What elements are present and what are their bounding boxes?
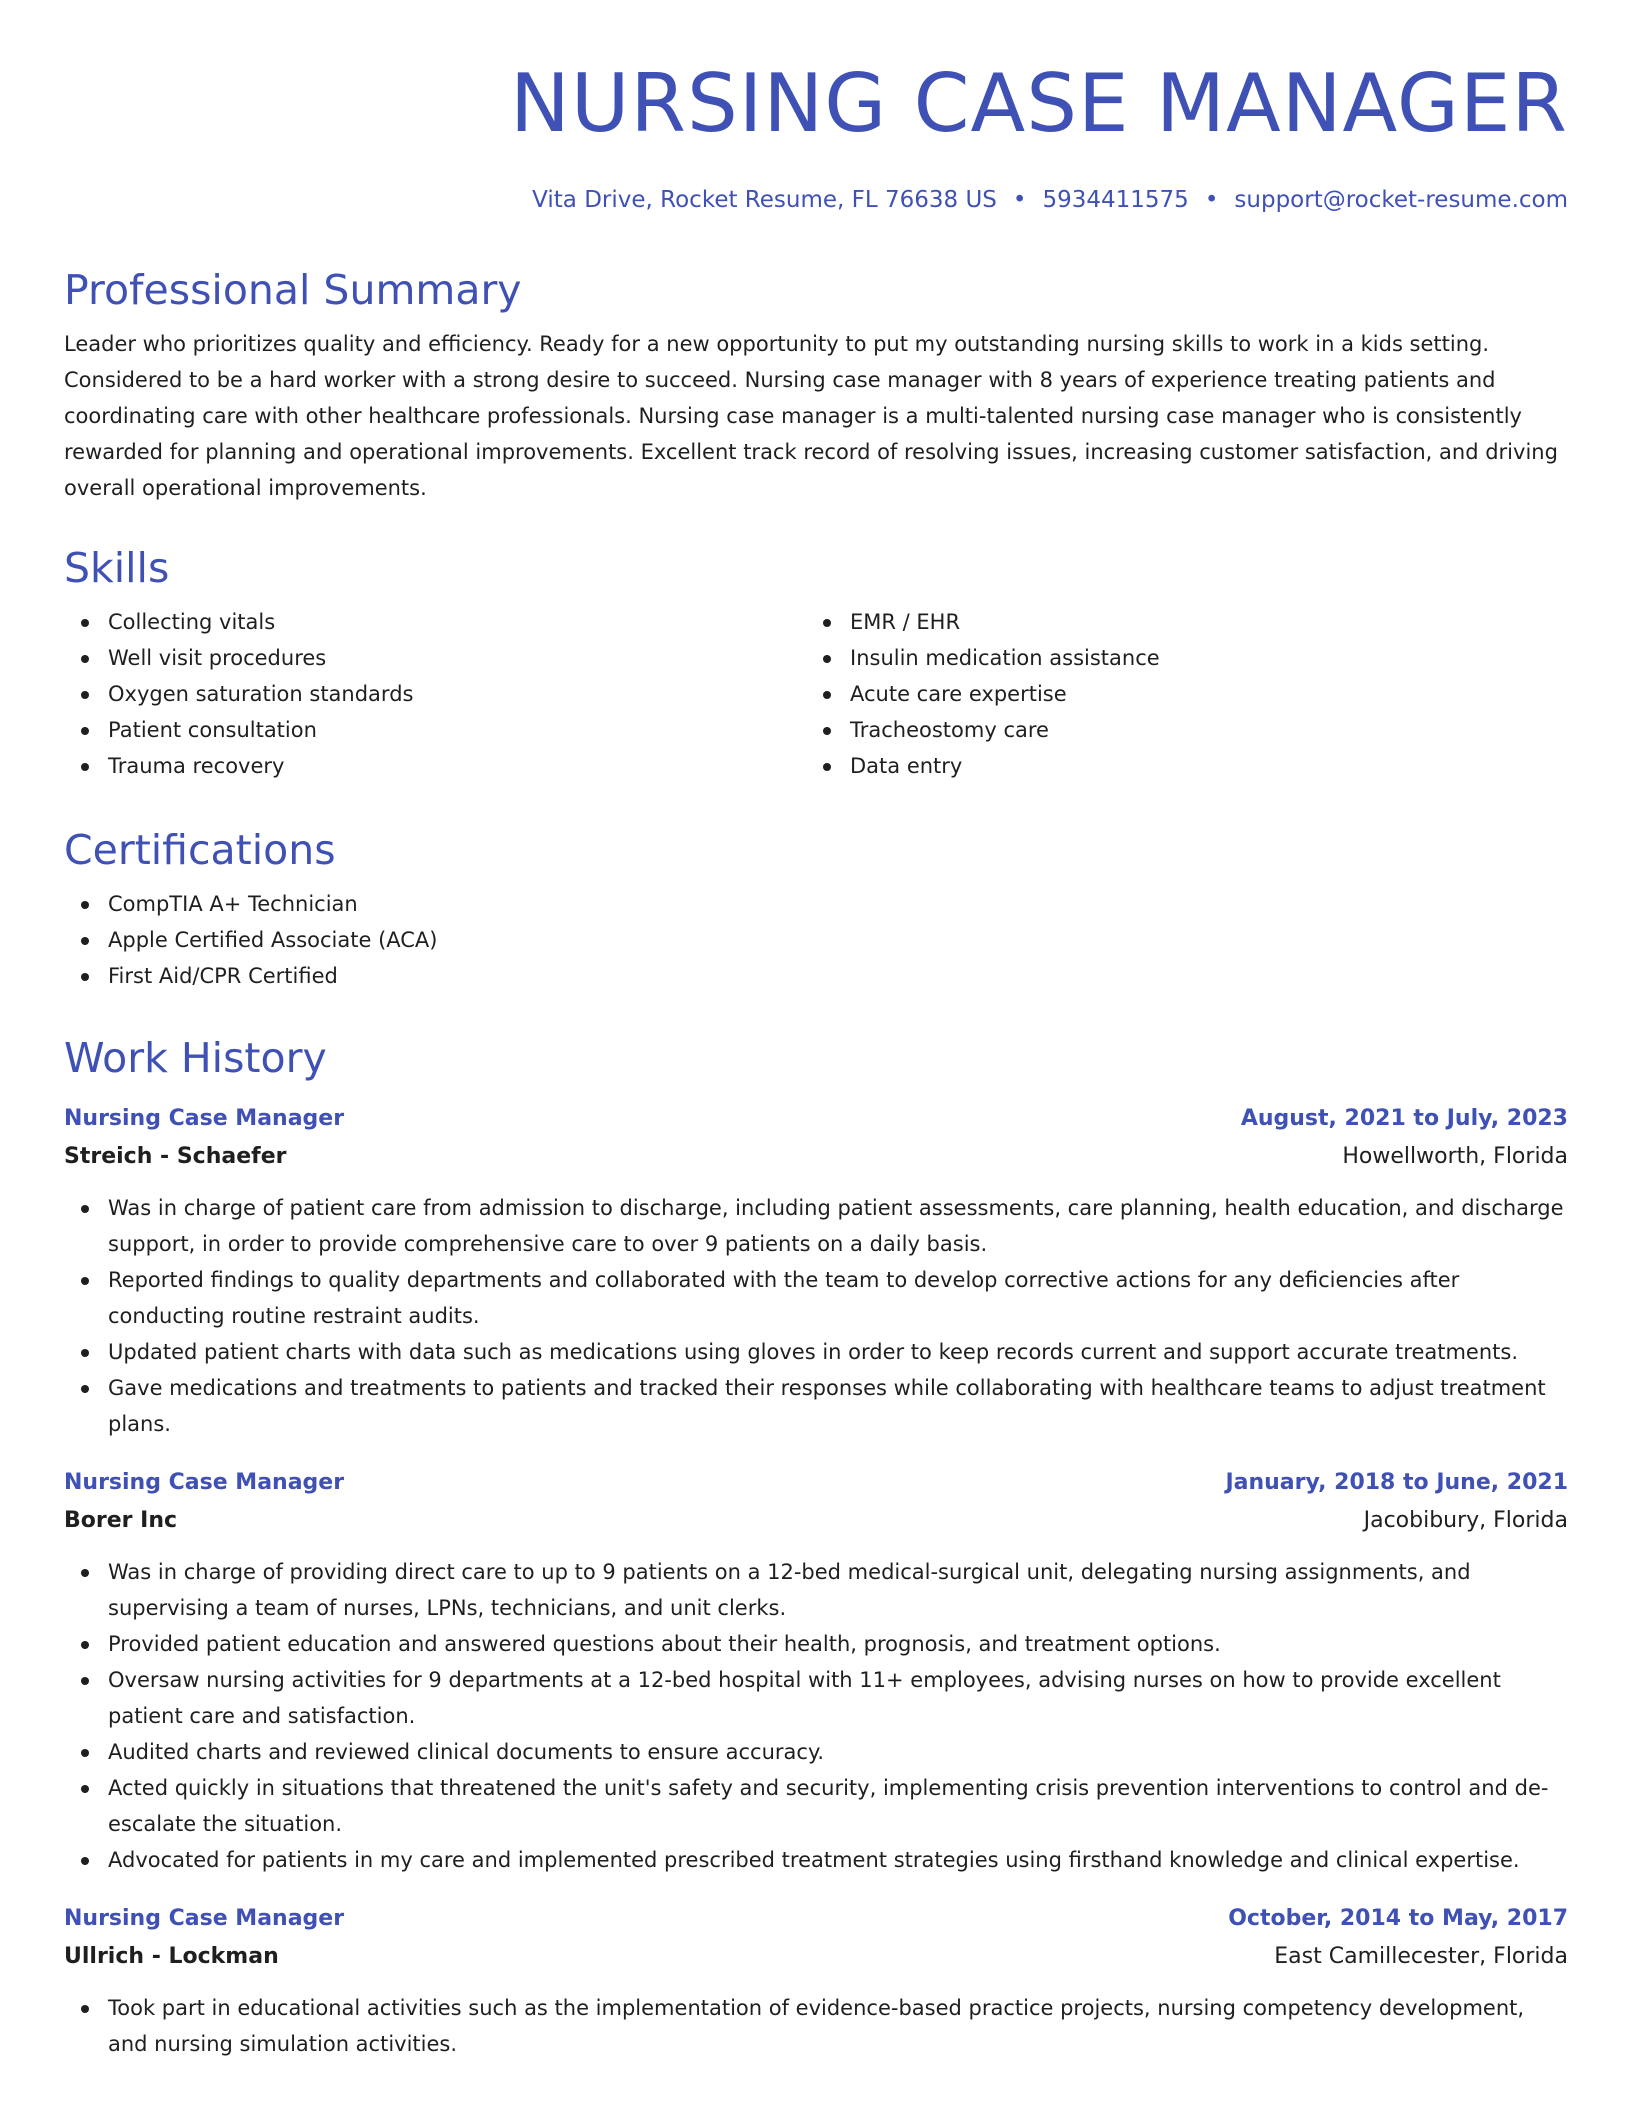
skills-section	[64, 542, 1568, 784]
certifications-section	[64, 824, 1568, 994]
summary-text: Leader who prioritizes quality and efficiency. Ready for a new opportunity to put my outstanding nursing skills to work in a kids setting. Considered to be a hard worker with a strong desire to succeed. Nursing case manager with 8 years of experience treating patients and coordinating care with other healthcare professionals. Nursing case manager is a multi-talented nursing case manager who is consistently rewarded for planning and operational improvements. Excellent track record of resolving issues, increasing customer satisfaction, and driving overall operational improvements.	[64, 332, 1558, 500]
job-title-row	[64, 1464, 1568, 1502]
job-entry	[64, 1100, 1568, 1442]
contact-line	[64, 184, 1568, 216]
job-bullet: Gave medications and treatments to patients and tracked their responses while collaborating with healthcare teams to adjust treatment plans.	[64, 1370, 1568, 1442]
certification-item: CompTIA A+ Technician	[64, 886, 1568, 922]
address-text: Vita Drive, Rocket Resume, FL 76638 US	[532, 187, 997, 213]
job-bullet: Was in charge of providing direct care to up to 9 patients on a 12-bed medical-surgical unit, delegating nursing assignments, and supervising a team of nurses, LPNs, technicians, and unit clerks.	[64, 1554, 1568, 1626]
skill-item: Tracheostomy care	[806, 712, 1548, 748]
job-bullet: Took part in educational activities such as the implementation of evidence-based practice projects, nursing competency development, and nursing simulation activities.	[64, 1990, 1568, 2062]
job-dates: August, 2021 to July, 2023	[1240, 1106, 1568, 1131]
skill-item: Patient consultation	[64, 712, 806, 748]
phone-text: 5934411575	[1042, 187, 1189, 213]
certifications-list	[64, 886, 1568, 994]
work-history-section	[64, 1032, 1568, 2062]
job-bullet: Oversaw nursing activities for 9 departments at a 12-bed hospital with 11+ employees, advising nurses on how to provide excellent patient care and satisfaction.	[64, 1662, 1568, 1734]
resume-title: NURSING CASE MANAGER	[509, 57, 1568, 150]
job-dates: October, 2014 to May, 2017	[1228, 1906, 1568, 1931]
job-bullet: Reported findings to quality departments and collaborated with the team to develop corrective actions for any deficiencies after conducting routine restraint audits.	[64, 1262, 1568, 1334]
job-company: Streich - Schaefer	[64, 1144, 287, 1169]
job-company-row	[64, 1502, 1568, 1540]
skills-column-right	[806, 594, 1548, 784]
certifications-heading: Certifications	[64, 826, 336, 874]
job-company: Borer Inc	[64, 1508, 178, 1533]
job-bullet: Advocated for patients in my care and implemented prescribed treatment strategies using firsthand knowledge and clinical expertise.	[64, 1842, 1568, 1878]
skills-list-left	[64, 604, 806, 784]
certification-item: First Aid/CPR Certified	[64, 958, 1568, 994]
skill-item: Well visit procedures	[64, 640, 806, 676]
job-location: Howellworth, Florida	[1342, 1144, 1568, 1169]
skills-heading: Skills	[64, 544, 170, 592]
contact-separator: •	[1204, 187, 1219, 213]
skill-item: Insulin medication assistance	[806, 640, 1548, 676]
email-link[interactable]: support@rocket-resume.com	[1234, 187, 1568, 213]
job-entry	[64, 1464, 1568, 1878]
job-entry	[64, 1900, 1568, 2062]
job-bullet-list	[64, 1990, 1568, 2062]
contact-separator: •	[1012, 187, 1027, 213]
job-dates: January, 2018 to June, 2021	[1225, 1470, 1568, 1495]
job-title-row	[64, 1100, 1568, 1138]
skill-item: EMR / EHR	[806, 604, 1548, 640]
certification-item: Apple Certified Associate (ACA)	[64, 922, 1568, 958]
skills-column-left	[64, 594, 806, 784]
job-title: Nursing Case Manager	[64, 1106, 345, 1131]
job-bullet: Audited charts and reviewed clinical documents to ensure accuracy.	[64, 1734, 1568, 1770]
skills-grid	[64, 594, 1568, 784]
job-bullet: Was in charge of patient care from admission to discharge, including patient assessments, care planning, health education, and discharge support, in order to provide comprehensive care to over 9 patients on a daily basis.	[64, 1190, 1568, 1262]
job-bullet-list	[64, 1190, 1568, 1442]
skill-item: Trauma recovery	[64, 748, 806, 784]
skills-list-right	[806, 604, 1548, 784]
job-title: Nursing Case Manager	[64, 1470, 345, 1495]
skill-item: Data entry	[806, 748, 1548, 784]
summary-section	[64, 264, 1568, 506]
work-history-heading: Work History	[64, 1034, 327, 1082]
job-bullet-list	[64, 1554, 1568, 1878]
job-bullet: Updated patient charts with data such as medications using gloves in order to keep records current and support accurate treatments.	[64, 1334, 1568, 1370]
job-bullet: Provided patient education and answered questions about their health, prognosis, and treatment options.	[64, 1626, 1568, 1662]
job-bullet: Acted quickly in situations that threatened the unit's safety and security, implementing crisis prevention interventions to control and de-escalate the situation.	[64, 1770, 1568, 1842]
skill-item: Oxygen saturation standards	[64, 676, 806, 712]
job-title-row	[64, 1900, 1568, 1938]
job-location: Jacobibury, Florida	[1363, 1508, 1568, 1533]
job-company-row	[64, 1938, 1568, 1976]
skill-item: Acute care expertise	[806, 676, 1548, 712]
job-title: Nursing Case Manager	[64, 1906, 345, 1931]
skill-item: Collecting vitals	[64, 604, 806, 640]
job-company-row	[64, 1138, 1568, 1176]
resume-page	[64, 0, 1568, 2056]
summary-heading: Professional Summary	[64, 266, 522, 314]
job-location: East Camillecester, Florida	[1274, 1944, 1568, 1969]
job-company: Ullrich - Lockman	[64, 1944, 279, 1969]
